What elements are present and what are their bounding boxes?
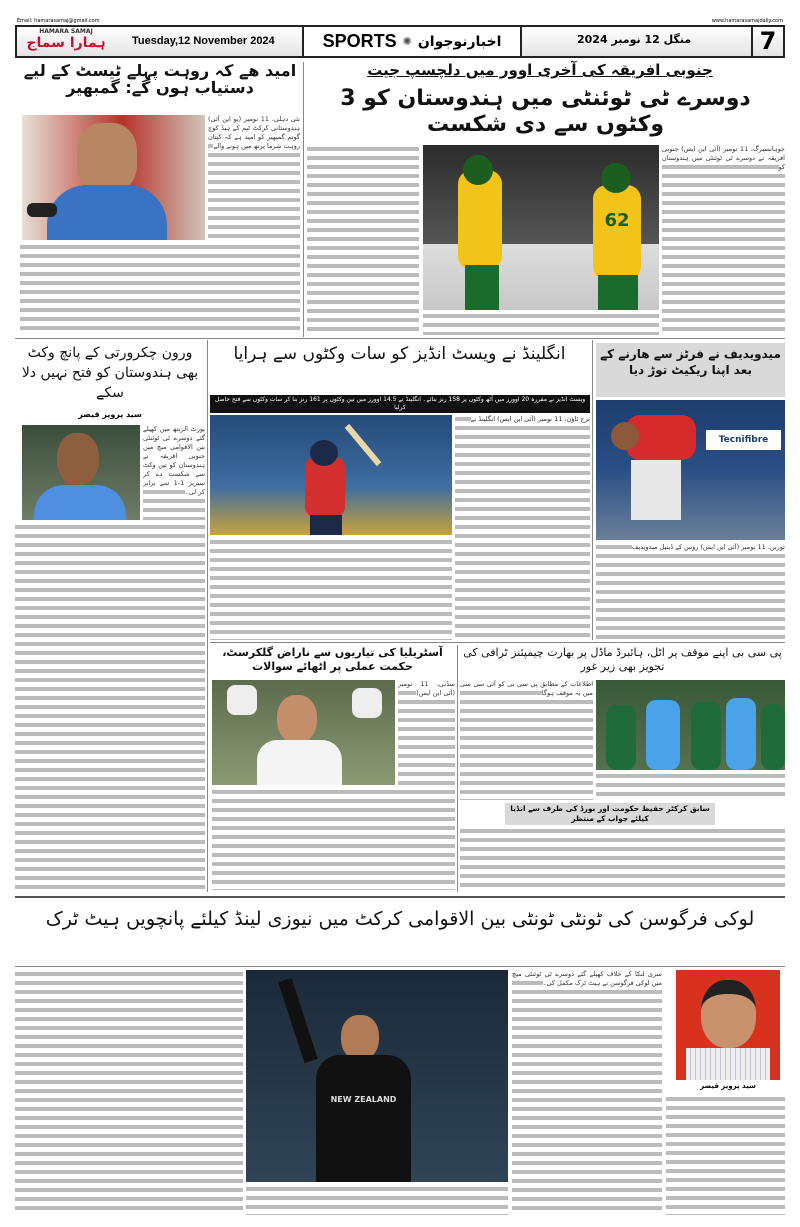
pcb-photo	[596, 680, 785, 770]
england-summary-bar: ویسٹ انڈیز نے مقررہ 20 اوورز میں آٹھ وکٹوں پر 158 رنز بنائے۔ انگلینڈ نے 14.5 اوورز میں تین وکٹوں پر 161 رنز بنا کر سات وکٹوں سے فتح حاصل کرلیا	[210, 395, 590, 413]
england-photo	[210, 415, 452, 535]
brand-logo	[21, 28, 111, 52]
date-english: Tuesday,12 November 2024	[132, 35, 275, 47]
gilchrist-photo	[212, 680, 395, 785]
columnist-name: سید پرویز قیصر	[700, 1082, 756, 1090]
england-lead: برج ٹاؤن، 11 نومبر (آئی این ایس) انگلینڈ نے	[470, 415, 590, 423]
gambhir-body-side	[208, 115, 300, 240]
gilchrist-lead: سڈنی، 11 نومبر (آئی این ایس)	[398, 680, 455, 697]
england-body-bottom	[210, 538, 452, 640]
sa-photo	[423, 145, 659, 310]
varun-headline: ورون چکرورتی کے پانچ وکٹ بھی ہندوستان کو فتح نہیں دلا سکے	[21, 345, 199, 401]
varun-lead: پورٹ الزبتھ میں کھیلے گئے دوسرے ٹی ٹوئنٹی بین الاقوامی میچ میں جنوبی افریقہ نے ہندوستان کو تین وکٹ سے شکست دے کر سیریز 1-1 سے برابر کر لی۔	[143, 425, 205, 496]
gambhir-photo	[22, 115, 205, 240]
kit-text: NEW ZEALAND	[316, 1055, 411, 1182]
sa-kicker: جنوبی افریقہ کی آخری اوور میں دلچسپ جیت	[367, 61, 713, 79]
pcb-body-left	[460, 680, 593, 800]
varun-photo	[22, 425, 140, 520]
ferguson-body-left	[15, 970, 243, 1215]
brand-ur: ہمارا سماج	[26, 35, 106, 51]
date-urdu: منگل 12 نومبر 2024	[577, 33, 692, 46]
varun-body-side	[143, 425, 205, 520]
sa-body-right	[662, 145, 785, 335]
gambhir-body	[20, 243, 300, 335]
medvedev-body	[596, 543, 785, 640]
sa-headline: دوسرے ٹی ٹوئنٹی میں ہندوستان کو 3 وکٹوں سے دی شکست	[340, 86, 751, 137]
ferguson-headline: لوکی فرگوسن کی ٹونٹی ٹونٹی بین الاقوامی کرکٹ میں نیوزی لینڈ کیلئے پانچویں ہیٹ ٹرک	[45, 908, 755, 930]
masthead	[15, 25, 785, 58]
pcb-body	[460, 827, 785, 890]
brand-en: HAMARA SAMAJ	[39, 28, 93, 35]
england-body-right	[455, 415, 590, 640]
section-en: SPORTS	[322, 31, 397, 51]
gambhir-headline: امید ھے کہ روہت پہلے ٹیسٹ کے لیے دستیاب ہوں گے: گمبھیر	[23, 61, 297, 97]
columnist-photo	[676, 970, 780, 1080]
pcb-subheadline: سابق کرکٹر حفیظ حکومت اور بورڈ کی طرف سے انڈیا کیلئے جواب کے منتظر	[505, 803, 715, 825]
sponsor-board: Tecnifibre	[706, 430, 781, 450]
website-line: www.hamarasamajdaily.com	[711, 18, 783, 24]
section-box	[302, 27, 522, 56]
medvedev-photo	[596, 400, 785, 540]
sa-body-left	[307, 145, 419, 335]
ferguson-caption	[246, 1185, 508, 1215]
sa-lead: جوہانسبرگ، 11 نومبر (آئی این ایس) جنوبی افریقہ نے دوسرے ٹی ٹوئنٹی میں ہندوستان کو	[662, 145, 785, 171]
ferguson-body-middle	[512, 970, 662, 1215]
jersey-number: 62	[593, 185, 641, 280]
email-line: Email: hamarasamaj@gmail.com	[17, 18, 100, 24]
varun-byline: سید پرویز قیصر	[78, 410, 142, 419]
gilchrist-body-side	[398, 680, 455, 785]
gambhir-lead: نئی دہلی، 11 نومبر (یو این آئی) ہندوستانی کرکٹ ٹیم کے ہیڈ کوچ گوتم گمبھیر کو امید ہے کہ کپتان روہت شرما پرتھ میں ہونے والے	[208, 115, 300, 150]
ferguson-body-right	[666, 1095, 785, 1215]
pcb-lead: اطلاعات کے مطابق پی سی بی کو آئی سی سی میں یہ موقف ہوگا	[460, 680, 593, 697]
gilchrist-headline: آسٹریلیا کی تیاریوں سے ناراض گلکرسٹ، حکمت عملی پر اٹھائے سوالات	[222, 646, 443, 673]
varun-body	[15, 523, 205, 890]
ferguson-lead: سری لنکا کے خلاف کھیلے گئے دوسرے ٹی ٹوئنٹی میچ میں لوکی فرگوسن نے ہیٹ ٹرک مکمل کی۔	[512, 970, 662, 987]
section-ur: اخبارنوجوان	[417, 33, 502, 50]
flower-icon: ✺	[402, 35, 412, 48]
sa-caption	[423, 312, 659, 335]
pcb-caption	[596, 772, 785, 800]
medvedev-lead: تورین، 11 نومبر (آئی این ایس) روس کے ڈینیل میدویدیف	[631, 543, 785, 551]
medvedev-headline: میدویدیف نے فرٹز سے ھارنے کے بعد اپنا ریکیٹ توڑ دیا	[596, 343, 785, 397]
england-headline: انگلینڈ نے ویسٹ انڈیز کو سات وکٹوں سے ہرایا	[233, 344, 566, 364]
pcb-headline: پی سی بی اپنے موقف پر اٹل، ہائبرڈ ماڈل پر بھارت چیمپئنز ٹرافی کی تجویز بھی زیر غور	[463, 646, 782, 673]
page-number: 7	[751, 27, 783, 56]
gilchrist-body	[212, 788, 455, 890]
ferguson-photo	[246, 970, 508, 1182]
